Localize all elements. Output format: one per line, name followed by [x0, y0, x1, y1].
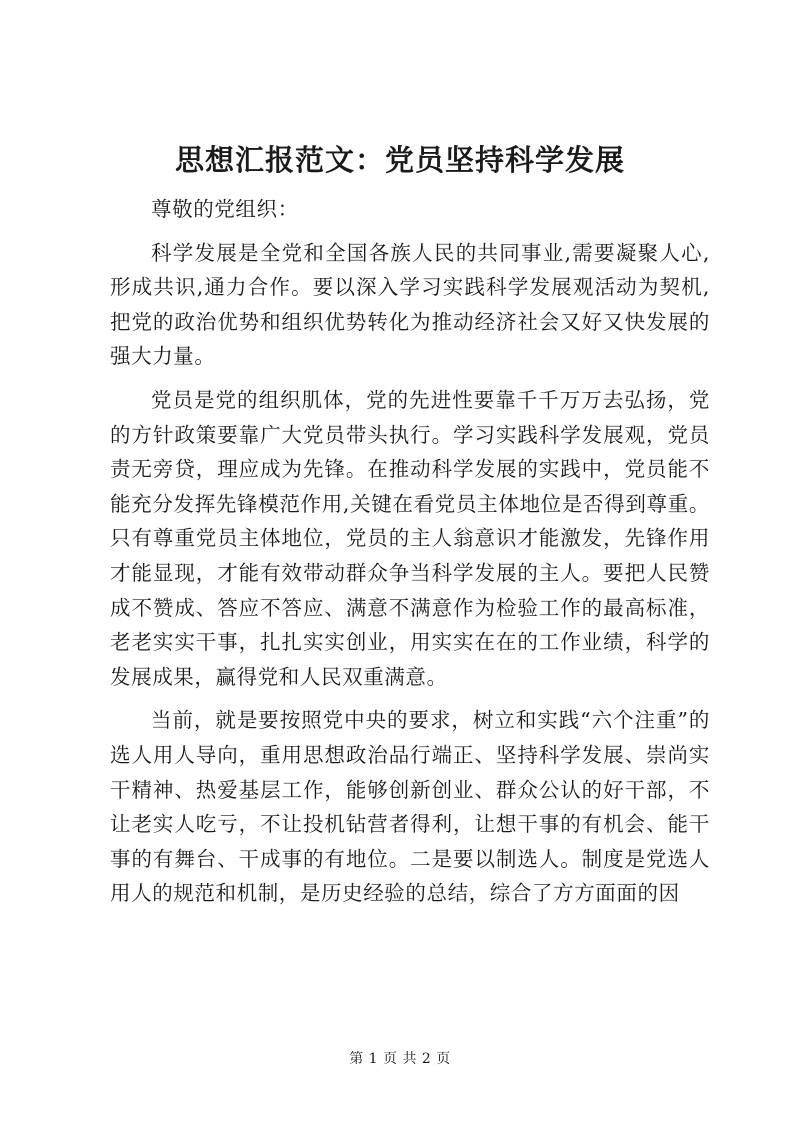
document-title: 思想汇报范文：党员坚持科学发展: [174, 143, 625, 177]
paragraph-1: 科学发展是全党和全国各族人民的共同事业,需要凝聚人心,形成共识,通力合作。要以深入学习实践科学发展观活动为契机,把党的政治优势和组织优势转化为推动经济社会又好又快发展的强大力量。: [110, 240, 710, 369]
salutation: 尊敬的党组织：: [151, 197, 299, 221]
document-body: [110, 192, 710, 911]
page-number-indicator: 第 1 页 共 2 页: [349, 1051, 451, 1067]
paragraph-2: 党员是党的组织肌体，党的先进性要靠千千万万去弘扬，党的方针政策要靠广大党员带头执行。学习实践科学发展观，党员责无旁贷，理应成为先锋。在推动科学发展的实践中，党员能不能充分发挥先锋模范作用,关键在看党员主体地位是否得到尊重。只有尊重党员主体地位，党员的主人翁意识才能激发，先锋作用才能显现，才能有效带动群众争当科学发展的主人。要把人民赞成不赞成、答应不答应、满意不满意作为检验工作的最高标准，老老实实干事，扎扎实实创业，用实实在在的工作业绩，科学的发展成果，赢得党和人民双重满意。: [110, 387, 710, 689]
paragraph-3: 当前，就是要按照党中央的要求，树立和实践“六个注重”的选人用人导向，重用思想政治品行端正、坚持科学发展、崇尚实干精神、热爱基层工作，能够创新创业、群众公认的好干部，不让老实人吃亏，不让投机钻营者得利，让想干事的有机会、能干事的有舞台、干成事的有地位。二是要以制选人。制度是党选人用人的规范和机制，是历史经验的总结，综合了方方面面的因: [110, 708, 710, 906]
page-footer: [0, 1049, 800, 1069]
